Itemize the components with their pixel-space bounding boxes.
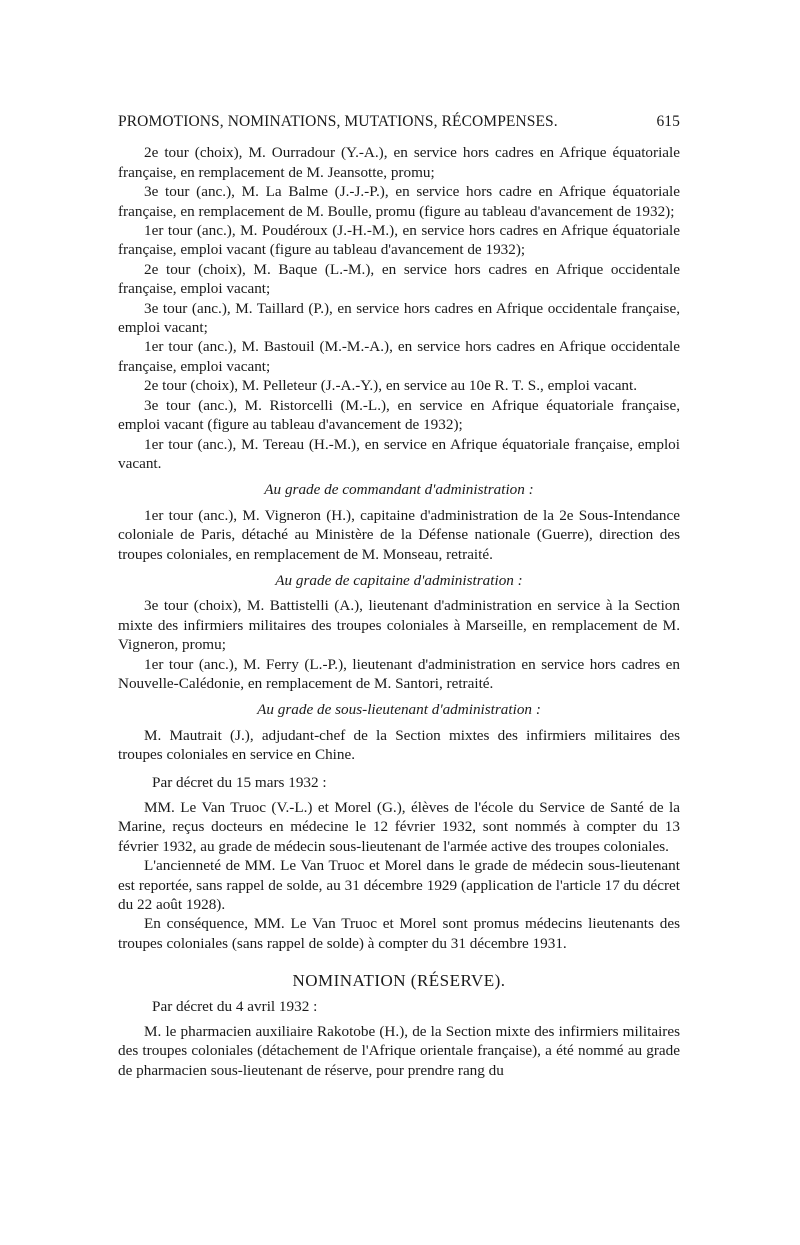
entry-paragraph: 1er tour (anc.), M. Tereau (H.-M.), en service en Afrique équatoriale française, emploi vacant.	[118, 435, 680, 472]
section-title-sous-lieutenant: Au grade de sous-lieutenant d'administration :	[257, 701, 541, 719]
section-title-capitaine: Au grade de capitaine d'administration :	[275, 571, 523, 589]
decree-paragraph: MM. Le Van Truoc (V.-L.) et Morel (G.), élèves de l'école du Service de Santé de la Marine, reçus docteurs en médecine le 12 février 1932, sont nommés à compter du 13 février 1932, au grade de médecin sous-lieutenant de l'armée active des troupes coloniales.	[118, 799, 680, 855]
entry-paragraph: 3e tour (anc.), M. Taillard (P.), en service hors cadres en Afrique occidentale française, emploi vacant;	[118, 299, 680, 337]
entry-paragraph: 2e tour (choix), M. Pelleteur (J.-A.-Y.), en service au 10e R. T. S., emploi vacant.	[144, 377, 638, 395]
decree-line-march: Par décret du 15 mars 1932 :	[152, 773, 327, 791]
entry-paragraph: 2e tour (choix), M. Baque (L.-M.), en service hors cadres en Afrique occidentale française, emploi vacant;	[118, 260, 680, 298]
decree-paragraph: En conséquence, MM. Le Van Truoc et Morel sont promus médecins lieutenants des troupes coloniales (sans rappel de solde) à compter du 31 décembre 1931.	[118, 915, 680, 952]
entry-paragraph: 1er tour (anc.), M. Vigneron (H.), capitaine d'administration de la 2e Sous-Intendance coloniale de Paris, détaché au Ministère de la Défense nationale (Guerre), direction des troupes coloniales, en remplacement de M. Monseau, retraité.	[118, 506, 680, 563]
entry-paragraph: 3e tour (choix), M. Battistelli (A.), lieutenant d'administration en service à la Section mixte des infirmiers militaires des troupes coloniales à Marseille, en remplacement de M. Vigneron, promu;	[118, 597, 680, 654]
decree-line-april: Par décret du 4 avril 1932 :	[152, 997, 318, 1015]
running-header	[118, 112, 680, 131]
entry-paragraph: 3e tour (anc.), M. Ristorcelli (M.-L.), en service en Afrique équatoriale française, emploi vacant (figure au tableau d'avancement de 1932);	[118, 396, 680, 434]
entry-paragraph: 1er tour (anc.), M. Bastouil (M.-M.-A.), en service hors cadres en Afrique occidentale française, emploi vacant;	[118, 338, 680, 375]
nomination-reserve-heading: NOMINATION (RÉSERVE).	[292, 971, 506, 991]
reserve-paragraph: M. le pharmacien auxiliaire Rakotobe (H.), de la Section mixte des infirmiers militaires des troupes coloniales (détachement de l'Afrique orientale française), a été nommé au grade de pharmacien sous-lieutenant de réserve, pour prendre rang du	[118, 1023, 680, 1079]
entries-top	[118, 143, 680, 473]
decree-paragraph: L'ancienneté de MM. Le Van Truoc et Morel dans le grade de médecin sous-lieutenant est reportée, sans rappel de solde, au 31 décembre 1929 (application de l'article 17 du décret du 22 août 1928).	[118, 857, 680, 914]
header-title: PROMOTIONS, NOMINATIONS, MUTATIONS, RÉCOMPENSES.	[118, 113, 558, 130]
page-number: 615	[656, 113, 680, 130]
entry-paragraph: 3e tour (anc.), M. La Balme (J.-J.-P.), en service hors cadre en Afrique équatoriale française, en remplacement de M. Boulle, promu (figure au tableau d'avancement de 1932);	[118, 183, 680, 220]
entry-paragraph: 1er tour (anc.), M. Poudéroux (J.-H.-M.), en service hors cadres en Afrique équatoriale française, emploi vacant (figure au tableau d'avancement de 1932);	[118, 222, 680, 259]
section-title-commandant: Au grade de commandant d'administration :	[264, 481, 534, 499]
document-page	[118, 112, 680, 1080]
entry-paragraph: 1er tour (anc.), M. Ferry (L.-P.), lieutenant d'administration en service hors cadres en Nouvelle-Calédonie, en remplacement de M. Santori, retraité.	[118, 655, 680, 692]
entry-paragraph: 2e tour (choix), M. Ourradour (Y.-A.), en service hors cadres en Afrique équatoriale française, en remplacement de M. Jeansotte, promu;	[118, 144, 680, 181]
entry-paragraph: M. Mautrait (J.), adjudant-chef de la Section mixtes des infirmiers militaires des troupes coloniales en service en Chine.	[118, 726, 680, 764]
